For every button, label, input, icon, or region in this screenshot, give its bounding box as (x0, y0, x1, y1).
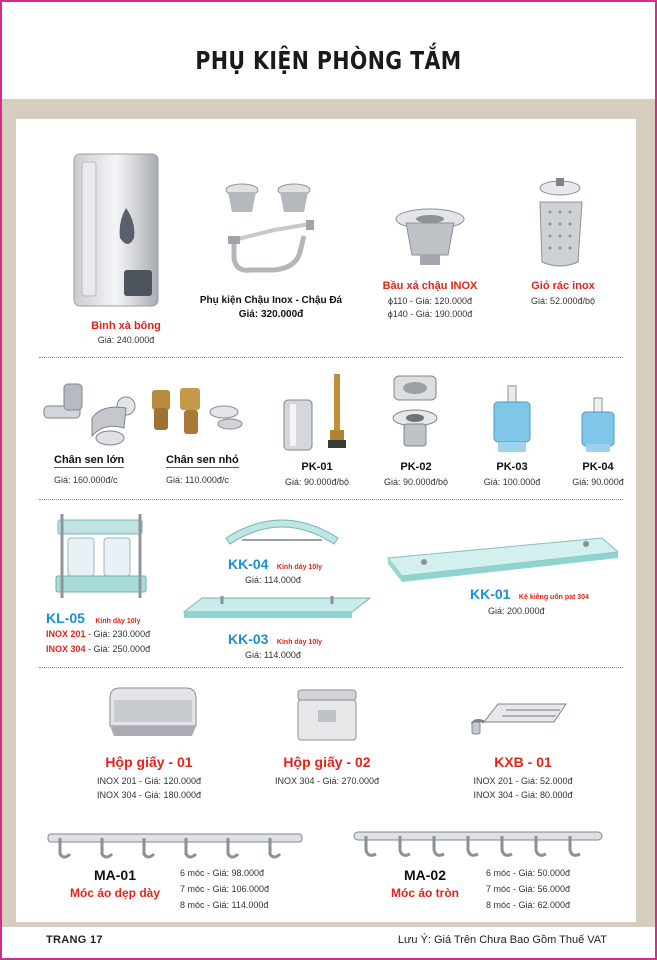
sink-kit-price: Giá: 320.000đ (238, 309, 304, 320)
kxb01-name: KXB - 01 (494, 754, 552, 770)
kl05-p2-label: INOX 304 (46, 644, 86, 654)
kl05-cup-holder-icon (54, 512, 148, 604)
basket-name: Giỏ rác inox (531, 280, 595, 292)
drain-price-140: ϕ140 - Giá: 190.000đ (387, 309, 473, 319)
pk03-price: Giá: 100.000đ (483, 477, 541, 487)
pk04-price: Giá: 90.000đ (572, 477, 624, 487)
tissue-box-01-icon (106, 686, 198, 738)
vat-note: Lưu Ý: Giá Trên Chưa Bao Gồm Thuế VAT (397, 934, 607, 946)
ma02-name: Móc áo tròn (391, 886, 459, 900)
shower-bracket-small-icon (150, 382, 244, 446)
page-title: PHỤ KIỆN PHÒNG TẮM (195, 46, 462, 75)
pk01-icon (272, 370, 362, 456)
sen-nho-price: Giá: 110.000đ/c (166, 475, 229, 485)
hg01-name: Hộp giấy - 01 (105, 754, 193, 770)
ma01-price-8: 8 móc - Giá: 114.000đ (180, 900, 269, 910)
kk01-glass-shelf-icon (386, 532, 620, 584)
sen-lon-name: Chân sen lớn (54, 454, 125, 466)
ma01-name: Móc áo dẹp dày (69, 886, 161, 900)
pk04-icon (578, 398, 618, 456)
kk03-code: KK-03 (228, 631, 269, 647)
divider-2 (39, 499, 623, 500)
divider-1 (39, 357, 623, 358)
ma01-hook-rail-icon (46, 828, 304, 862)
pk02-icon (390, 374, 442, 450)
kk03-price: Giá: 114.000đ (245, 650, 301, 660)
kl05-code: KL-05 (46, 610, 85, 626)
ma01-price-7: 7 móc - Giá: 106.000đ (180, 884, 270, 894)
ma02-price-7: 7 móc - Giá: 56.000đ (486, 884, 571, 894)
hg01-price-304: INOX 304 - Giá: 180.000đ (96, 790, 202, 800)
pk02-price: Giá: 90.000đ/bộ (383, 477, 449, 487)
drain-price-110: ϕ110 - Giá: 120.000đ (388, 296, 472, 306)
drain-name: Bầu xả chậu INOX (382, 280, 478, 292)
ma02-price-8: 8 móc - Giá: 62.000đ (486, 900, 571, 910)
kl05-p1-price: - Giá: 230.000đ (85, 629, 151, 639)
tissue-box-02-icon (294, 688, 360, 744)
ma02-code: MA-02 (403, 867, 446, 883)
hg02-price-304: INOX 304 - Giá: 270.000đ (274, 776, 380, 786)
pk03-name: PK-03 (496, 461, 528, 473)
ma02-hook-rail-icon (352, 826, 604, 860)
shower-bracket-large-icon (42, 378, 138, 448)
strainer-basket-icon (532, 178, 592, 270)
sen-nho-name: Chân sen nhỏ (166, 454, 239, 466)
sink-kit-icon (214, 180, 324, 292)
hg01-price-201: INOX 201 - Giá: 120.000đ (96, 776, 202, 786)
page-number: TRANG 17 (46, 934, 103, 946)
kk01-note: Kệ kiếng uốn pat 304 (518, 594, 589, 601)
kl05-p2-price: - Giá: 250.000đ (85, 644, 151, 654)
kxb01-price-304: INOX 304 - Giá: 80.000đ (473, 790, 573, 800)
basket-price: Giá: 52.000đ/bộ (530, 296, 596, 306)
ma02-price-6: 6 móc - Giá: 50.000đ (486, 868, 571, 878)
drain-icon (394, 207, 468, 267)
sink-kit-name: Phụ kiện Chậu Inox - Chậu Đá (199, 295, 343, 306)
soap-name: Bình xà bông (91, 320, 161, 332)
soap-dish-icon (470, 698, 576, 738)
pk02-name: PK-02 (400, 461, 432, 473)
soap-price: Giá: 240.000đ (97, 335, 155, 345)
kl05-p1-label: INOX 201 (46, 629, 86, 639)
ma01-code: MA-01 (93, 867, 136, 883)
kk01-code: KK-01 (470, 586, 511, 602)
pk04-name: PK-04 (582, 461, 614, 473)
sen-lon-price: Giá: 160.000đ/c (54, 475, 118, 485)
pk03-icon (490, 386, 534, 456)
hg02-name: Hộp giấy - 02 (283, 754, 371, 770)
kk03-glass-shelf-icon (182, 590, 372, 624)
kk01-price: Giá: 200.000đ (488, 606, 545, 616)
soap-dispenser-icon (72, 152, 162, 312)
kk04-code: KK-04 (228, 556, 269, 572)
kk04-corner-shelf-icon (222, 516, 342, 552)
ma01-price-6: 6 móc - Giá: 98.000đ (180, 868, 265, 878)
kk04-note: Kính dày 10ly (276, 564, 323, 571)
kk03-note: Kính dày 10ly (276, 639, 323, 646)
kk04-price: Giá: 114.000đ (245, 575, 301, 585)
kxb01-price-201: INOX 201 - Giá: 52.000đ (473, 776, 573, 786)
divider-3 (39, 667, 623, 668)
kl05-note: Kính dày 10ly (95, 618, 141, 625)
pk01-price: Giá: 90.000đ/bộ (284, 477, 350, 487)
pk01-name: PK-01 (301, 461, 333, 473)
